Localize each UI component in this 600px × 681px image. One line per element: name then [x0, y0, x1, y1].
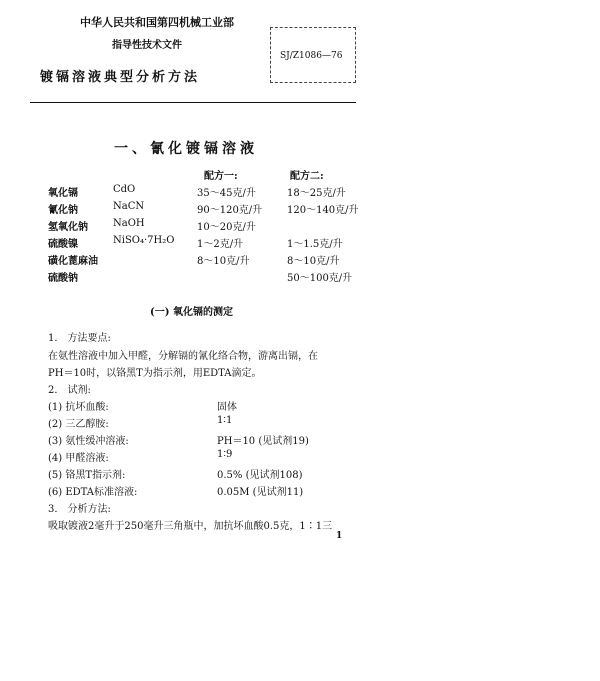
document-number: SJ/Z1086—76 [280, 51, 343, 61]
page-number: 1 [336, 531, 343, 541]
component-name: 硫酸镍 [48, 239, 78, 250]
component-formula-2-value: 120～140克/升 [287, 205, 359, 216]
reagents-heading: 2． 试剂: [48, 385, 91, 396]
reagent-label: (1) 抗坏血酸: [48, 402, 109, 413]
method-heading: 1． 方法要点: [48, 333, 111, 344]
formula-1-header: 配方一: [204, 171, 238, 182]
reagent-label: (6) EDTA标准溶液: [48, 487, 138, 498]
ministry-name: 中华人民共和国第四机械工业部 [80, 16, 234, 29]
component-formula-1-value: 35～45克/升 [197, 188, 256, 199]
component-formula-1-value: 10～20克/升 [197, 222, 256, 233]
reagent-value: 0.05M (见试剂11) [217, 487, 304, 498]
reagent-label: (2) 三乙醇胺: [48, 419, 109, 430]
procedure-heading: 3． 分析方法: [48, 504, 111, 515]
reagent-label: (4) 甲醛溶液: [48, 453, 109, 464]
reagent-value: 0.5% (见试剂108) [217, 470, 303, 481]
document-title: 镀镉溶液典型分析方法 [40, 70, 201, 85]
component-formula: NaCN [113, 201, 145, 212]
component-formula-2-value: 18～25克/升 [287, 188, 346, 199]
component-formula-1-value: 8～10克/升 [197, 256, 250, 267]
method-text-line-1: 在氨性溶液中加入甲醛，分解镉的氰化络合物，游离出镉，在 [48, 351, 318, 362]
component-name: 磺化蓖麻油 [48, 256, 98, 267]
component-formula: NiSO₄·7H₂O [113, 235, 175, 246]
component-formula-2-value: 50～100克/升 [287, 273, 353, 284]
method-text-line-2: PH＝10时，以铬黑T为指示剂，用EDTA滴定。 [48, 368, 262, 379]
reagent-label: (3) 氨性缓冲溶液: [48, 436, 129, 447]
reagent-value: 1∶1 [217, 415, 233, 426]
component-formula: CdO [113, 184, 136, 195]
section-title: 一、氰化镀镉溶液 [114, 141, 258, 157]
component-name: 氰化钠 [48, 205, 78, 216]
component-name: 氢氧化钠 [48, 222, 88, 233]
component-formula-2-value: 1～1.5克/升 [287, 239, 343, 250]
reagent-value: PH＝10 (见试剂19) [217, 436, 309, 447]
component-formula-2-value: 8～10克/升 [287, 256, 340, 267]
component-formula-1-value: 1～2克/升 [197, 239, 244, 250]
component-name: 氧化镉 [48, 188, 78, 199]
header-divider [30, 102, 356, 103]
procedure-text: 吸取镀液2毫升于250毫升三角瓶中，加抗坏血酸0.5克，1∶1三 [48, 521, 333, 532]
subsection-title: (一) 氧化镉的测定 [150, 307, 233, 318]
reagent-value: 固体 [217, 402, 237, 413]
reagent-value: 1∶9 [217, 449, 233, 460]
component-formula: NaOH [113, 218, 145, 229]
component-name: 硫酸钠 [48, 273, 78, 284]
reagent-label: (5) 铬黑T指示剂: [48, 470, 126, 481]
component-formula-1-value: 90～120克/升 [197, 205, 263, 216]
formula-2-header: 配方二: [290, 171, 324, 182]
document-type: 指导性技术文件 [112, 40, 182, 51]
